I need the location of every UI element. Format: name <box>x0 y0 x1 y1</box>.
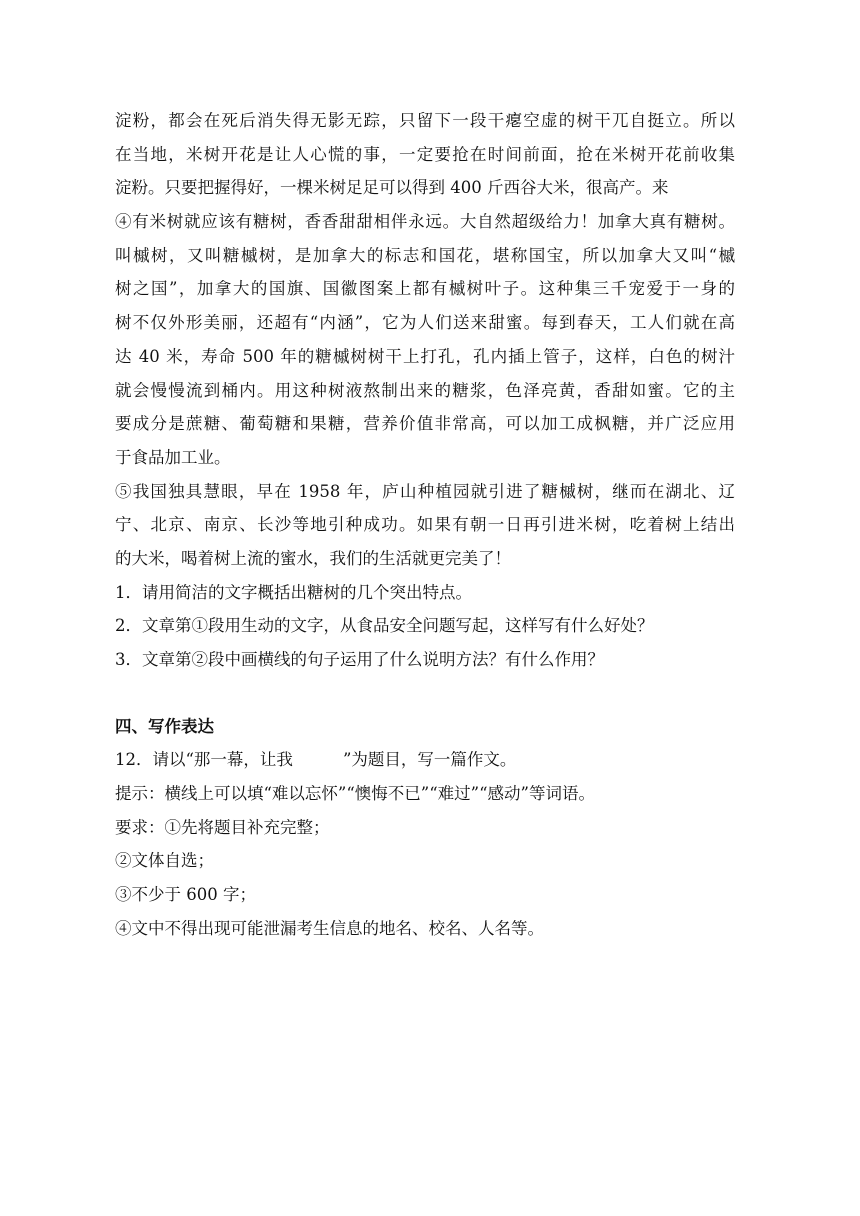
requirement-item: 要求：①先将题目补充完整； <box>115 817 330 837</box>
text-line: 树不仅外形美丽，还超有“内涵”，它为人们送来甜蜜。每到春天，工人们就在高 <box>115 313 735 333</box>
essay-prompt-suffix: ”为题目，写一篇作文。 <box>342 750 517 770</box>
text-line: 要成分是蔗糖、葡萄糖和果糖，营养价值非常高，可以加工成枫糖，并广泛应用 <box>115 414 735 434</box>
text-line: 达 40 米，寿命 500 年的糖槭树树干上打孔，孔内插上管子，这样，白色的树汁 <box>115 346 735 366</box>
question-item: 1．请用简洁的文字概括出糖树的几个突出特点。 <box>115 582 472 602</box>
section-heading: 四、写作表达 <box>115 716 214 736</box>
writing-section <box>115 710 735 946</box>
text-line: 的大米，喝着树上流的蜜水，我们的生活就更完美了！ <box>115 548 511 568</box>
text-line: ④有米树就应该有糖树，香香甜甜相伴永远。大自然超级给力！加拿大真有糖树。 <box>115 212 735 232</box>
text-line: ⑤我国独具慧眼，早在 1958 年，庐山种植园就引进了糖槭树，继而在湖北、辽 <box>115 481 735 501</box>
essay-prompt <box>115 743 735 777</box>
text-line: 叫槭树，又叫糖槭树，是加拿大的标志和国花，堪称国宝，所以加拿大又叫“槭 <box>115 245 735 265</box>
text-line: 于食品加工业。 <box>115 447 231 467</box>
text-line: 在当地，米树开花是让人心慌的事，一定要抢在时间前面，抢在米树开花前收集 <box>115 144 735 164</box>
paragraph-5 <box>115 475 735 576</box>
paragraph-4 <box>115 205 735 475</box>
requirement-item: ④文中不得出现可能泄漏考生信息的地名、校名、人名等。 <box>115 918 544 938</box>
essay-hint: 提示：横线上可以填“难以忘怀”“懊悔不已”“难过”“感动”等词语。 <box>115 784 595 804</box>
question-list <box>115 576 735 677</box>
requirement-item: ③不少于 600 字； <box>115 885 256 905</box>
text-line: 树之国”，加拿大的国旗、国徽图案上都有槭树叶子。这种集三千宠爱于一身的 <box>115 279 735 299</box>
requirement-item: ②文体自选； <box>115 851 214 871</box>
question-item: 3．文章第②段中画横线的句子运用了什么说明方法？有什么作用？ <box>115 650 604 669</box>
question-item: 2．文章第①段用生动的文字，从食品安全问题写起，这样写有什么好处？ <box>115 616 654 636</box>
text-line: 淀粉，都会在死后消失得无影无踪，只留下一段干瘪空虚的树干兀自挺立。所以 <box>115 111 735 130</box>
essay-prompt-prefix: 12．请以“那一幕，让我 <box>115 750 293 770</box>
paragraph-3-continued <box>115 104 735 205</box>
section-spacer <box>115 677 735 710</box>
text-line: 淀粉。只要把握得好，一棵米树足足可以得到 400 斤西谷大米，很高产。来 <box>115 178 669 198</box>
text-line: 就会慢慢流到桶内。用这种树液熬制出来的糖浆，色泽亮黄，香甜如蜜。它的主 <box>115 380 735 400</box>
document-body <box>115 104 735 946</box>
text-line: 宁、北京、南京、长沙等地引种成功。如果有朝一日再引进米树，吃着树上结出 <box>115 515 735 535</box>
